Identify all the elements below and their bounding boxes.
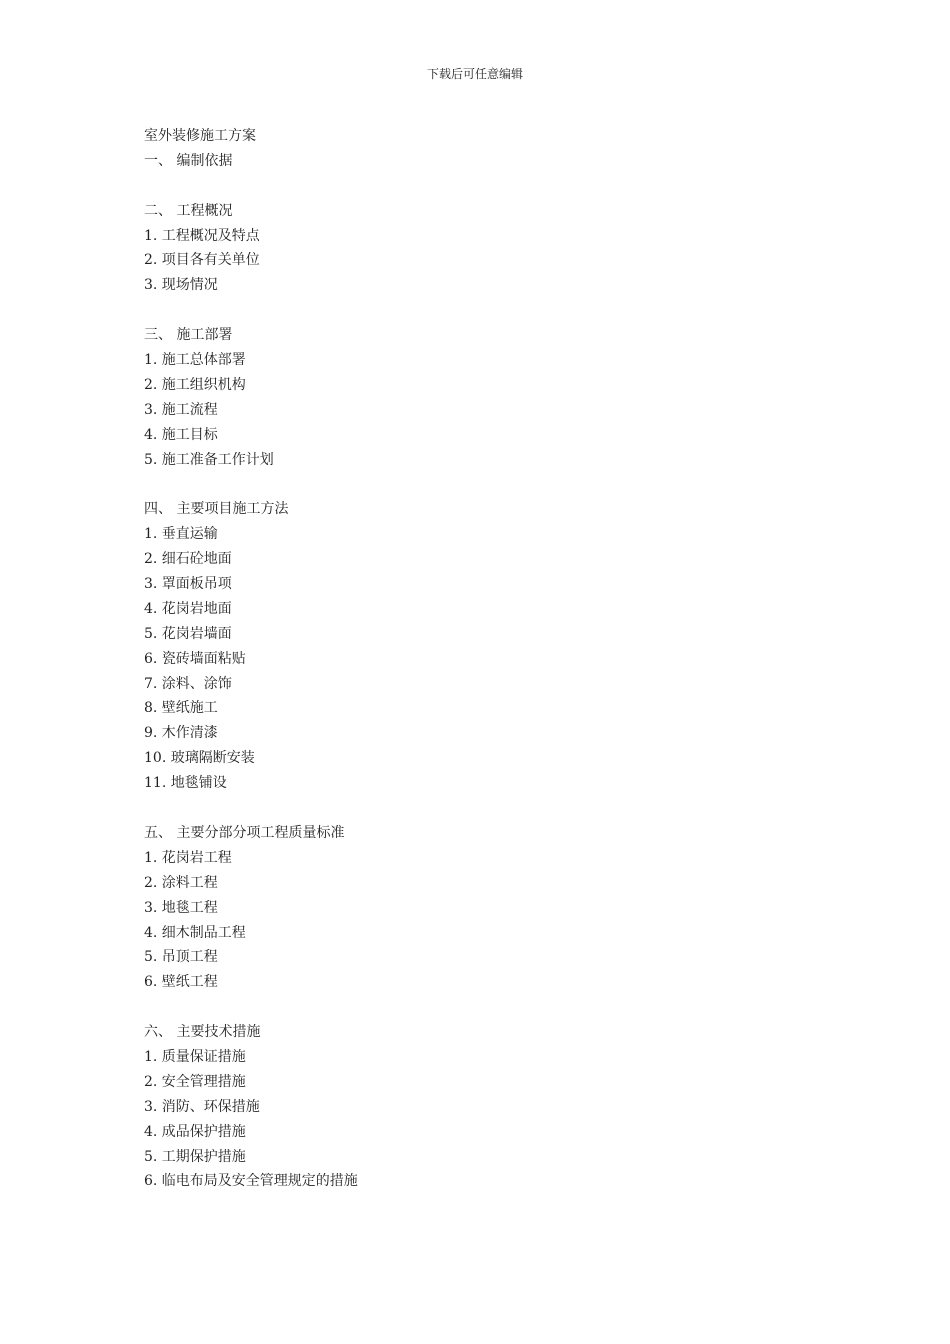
list-item: 2. 施工组织机构 bbox=[144, 376, 246, 393]
section-heading: 三、 施工部署 bbox=[144, 327, 233, 344]
list-item: 1. 施工总体部署 bbox=[144, 352, 246, 369]
document-title: 室外装修施工方案 bbox=[144, 128, 256, 144]
list-item: 4. 施工目标 bbox=[144, 426, 218, 443]
list-item: 8. 壁纸施工 bbox=[144, 700, 218, 717]
list-item: 9. 木作清漆 bbox=[144, 725, 218, 742]
section-heading: 四、 主要项目施工方法 bbox=[144, 501, 289, 518]
list-item: 5. 工期保护措施 bbox=[144, 1148, 246, 1165]
list-item: 2. 项目各有关单位 bbox=[144, 252, 260, 269]
list-item: 4. 成品保护措施 bbox=[144, 1123, 246, 1140]
section-heading: 一、 编制依据 bbox=[144, 152, 233, 169]
list-item: 1. 花岗岩工程 bbox=[144, 849, 232, 866]
list-item: 11. 地毯铺设 bbox=[144, 775, 227, 792]
list-item: 2. 涂料工程 bbox=[144, 874, 218, 891]
list-item: 2. 细石砼地面 bbox=[144, 551, 232, 568]
list-item: 3. 地毯工程 bbox=[144, 899, 218, 916]
list-item: 1. 工程概况及特点 bbox=[144, 227, 260, 244]
list-item: 3. 罩面板吊项 bbox=[144, 576, 232, 593]
list-item: 5. 施工准备工作计划 bbox=[144, 451, 274, 468]
list-item: 3. 现场情况 bbox=[144, 277, 218, 294]
section-spacer bbox=[144, 174, 824, 199]
section-spacer bbox=[144, 995, 824, 1020]
list-item: 1. 质量保证措施 bbox=[144, 1048, 246, 1065]
list-item: 5. 花岗岩墙面 bbox=[144, 625, 232, 642]
section-spacer bbox=[144, 298, 824, 323]
section-heading: 五、 主要分部分项工程质量标准 bbox=[144, 824, 345, 841]
list-item: 4. 细木制品工程 bbox=[144, 924, 246, 941]
section-heading: 六、 主要技术措施 bbox=[144, 1024, 261, 1041]
section-spacer bbox=[144, 796, 824, 821]
list-item: 7. 涂料、涂饰 bbox=[144, 675, 232, 692]
section-heading: 二、 工程概况 bbox=[144, 202, 233, 219]
list-item: 2. 安全管理措施 bbox=[144, 1073, 246, 1090]
document-body bbox=[144, 124, 824, 1194]
list-item: 6. 临电布局及安全管理规定的措施 bbox=[144, 1173, 358, 1190]
list-item: 6. 壁纸工程 bbox=[144, 974, 218, 991]
page-header: 下载后可任意编辑 bbox=[426, 67, 523, 81]
list-item: 4. 花岗岩地面 bbox=[144, 600, 232, 617]
section-spacer bbox=[144, 472, 824, 497]
list-item: 3. 施工流程 bbox=[144, 401, 218, 418]
list-item: 10. 玻璃隔断安装 bbox=[144, 750, 255, 767]
list-item: 5. 吊顶工程 bbox=[144, 949, 218, 966]
list-item: 1. 垂直运输 bbox=[144, 526, 218, 543]
list-item: 3. 消防、环保措施 bbox=[144, 1098, 260, 1115]
list-item: 6. 瓷砖墙面粘贴 bbox=[144, 650, 246, 667]
